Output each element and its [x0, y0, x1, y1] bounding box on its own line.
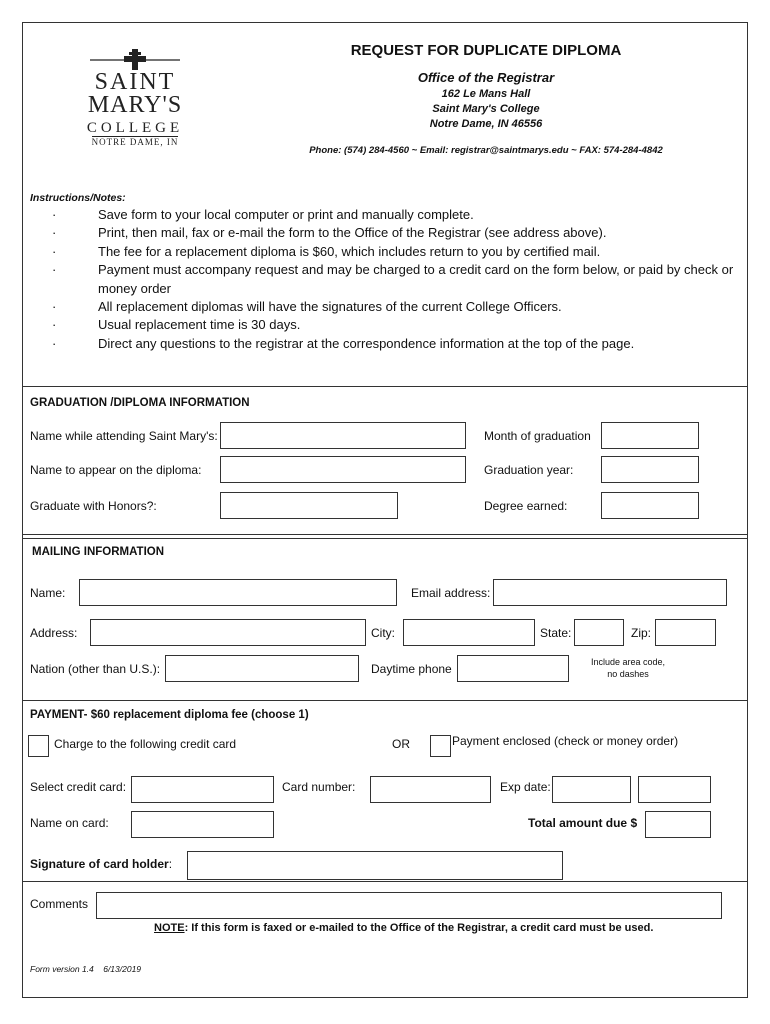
nation-input[interactable] — [165, 655, 359, 682]
or-label: OR — [392, 737, 410, 751]
exp-date-label: Exp date: — [500, 780, 551, 794]
select-card-input[interactable] — [131, 776, 274, 803]
signature-colon: : — [168, 857, 173, 871]
instruction-item: · The fee for a replacement diploma is $60, which includes return to you by certified mail. — [52, 243, 601, 259]
degree-input[interactable] — [601, 492, 699, 519]
address-line-1: 162 Le Mans Hall — [441, 88, 531, 100]
graduation-month-label: Month of graduation — [484, 429, 591, 443]
signature-input[interactable] — [187, 851, 563, 880]
address-input[interactable] — [90, 619, 366, 646]
exp-year-input[interactable] — [638, 776, 711, 803]
instruction-item: · Payment must accompany request and may be charged to a credit card on the form below, or paid by check or money order — [52, 262, 734, 296]
graduation-month-input[interactable] — [601, 422, 699, 449]
instruction-item: · Direct any questions to the registrar at the correspondence information at the top of the page. — [52, 335, 635, 351]
card-number-label: Card number: — [282, 780, 356, 794]
phone-note-line-2: no dashes — [607, 669, 649, 679]
note-prefix: NOTE — [154, 922, 185, 934]
select-card-label: Select credit card: — [30, 780, 127, 794]
name-attending-input[interactable] — [220, 422, 466, 449]
state-input[interactable] — [574, 619, 624, 646]
instruction-item: · All replacement diplomas will have the signatures of the current College Officers. — [52, 299, 562, 315]
name-label: Name: — [30, 586, 66, 600]
exp-month-input[interactable] — [552, 776, 631, 803]
name-diploma-label: Name to appear on the diploma: — [30, 463, 202, 477]
city-label: City: — [371, 626, 395, 640]
total-amount-input[interactable] — [645, 811, 711, 838]
page-title: REQUEST FOR DUPLICATE DIPLOMA — [350, 42, 622, 59]
zip-label: Zip: — [631, 626, 652, 640]
comments-input[interactable] — [96, 892, 722, 919]
total-amount-label: Total amount due $ — [528, 816, 638, 830]
city-input[interactable] — [403, 619, 535, 646]
graduation-year-input[interactable] — [601, 456, 699, 483]
section-divider — [22, 538, 748, 539]
logo-line-saint: SAINT — [94, 69, 176, 95]
section-divider — [22, 386, 748, 387]
instruction-item: · Print, then mail, fax or e-mail the form to the Office of the Registrar (see address above). — [52, 225, 607, 241]
cross-emblem-icon — [78, 44, 192, 70]
note-text: : If this form is faxed or e-mailed to the Office of the Registrar, a credit card must be used. — [184, 922, 654, 934]
office-name: Office of the Registrar — [417, 70, 555, 85]
name-on-card-input[interactable] — [131, 811, 274, 838]
section-divider — [22, 534, 748, 535]
instructions-heading: Instructions/Notes: — [30, 192, 126, 204]
graduation-year-label: Graduation year: — [484, 463, 574, 477]
name-on-card-label: Name on card: — [30, 816, 109, 830]
form-version: Form version 1.4 6/13/2019 — [30, 964, 142, 974]
email-input[interactable] — [493, 579, 727, 606]
payment-enclosed-label: Payment enclosed (check or money order) — [452, 734, 679, 748]
nation-label: Nation (other than U.S.): — [30, 662, 161, 676]
mailing-heading: MAILING INFORMATION — [32, 546, 165, 558]
instruction-item: · Usual replacement time is 30 days. — [52, 317, 301, 333]
logo-line-college: COLLEGE — [86, 120, 184, 136]
contact-info: Phone: (574) 284-4560 ~ Email: registrar@saintmarys.edu ~ FAX: 574-284-4842 — [309, 145, 663, 156]
card-number-input[interactable] — [370, 776, 491, 803]
credit-card-checkbox[interactable] — [28, 735, 49, 757]
address-line-2: Saint Mary's College — [432, 103, 540, 115]
section-divider — [22, 700, 748, 701]
comments-label: Comments — [30, 897, 89, 911]
state-label: State: — [540, 626, 572, 640]
signature-label: Signature of card holder: — [30, 857, 173, 871]
logo-line-location: NOTRE DAME, IN — [91, 137, 179, 147]
name-input[interactable] — [79, 579, 397, 606]
name-diploma-input[interactable] — [220, 456, 466, 483]
instructions-list — [30, 206, 740, 353]
honors-input[interactable] — [220, 492, 398, 519]
zip-input[interactable] — [655, 619, 716, 646]
name-attending-label: Name while attending Saint Mary's: — [30, 429, 218, 443]
payment-enclosed-checkbox[interactable] — [430, 735, 451, 757]
address-label: Address: — [30, 626, 78, 640]
degree-label: Degree earned: — [484, 499, 568, 513]
graduation-heading: GRADUATION /DIPLOMA INFORMATION — [30, 397, 250, 409]
phone-note-line-1: Include area code, — [590, 657, 666, 667]
instruction-item: · Save form to your local computer or print and manually complete. — [52, 207, 474, 222]
college-logo — [78, 44, 192, 154]
honors-label: Graduate with Honors?: — [30, 499, 157, 513]
credit-card-option-label: Charge to the following credit card — [54, 737, 237, 751]
credit-card-note — [154, 922, 653, 934]
address-line-3: Notre Dame, IN 46556 — [429, 118, 543, 130]
email-label: Email address: — [411, 586, 491, 600]
logo-line-marys: MARY'S — [87, 92, 183, 118]
daytime-phone-input[interactable] — [457, 655, 569, 682]
section-divider — [22, 881, 748, 882]
daytime-phone-label: Daytime phone — [371, 662, 452, 676]
payment-heading: PAYMENT- $60 replacement diploma fee (choose 1) — [30, 709, 309, 721]
